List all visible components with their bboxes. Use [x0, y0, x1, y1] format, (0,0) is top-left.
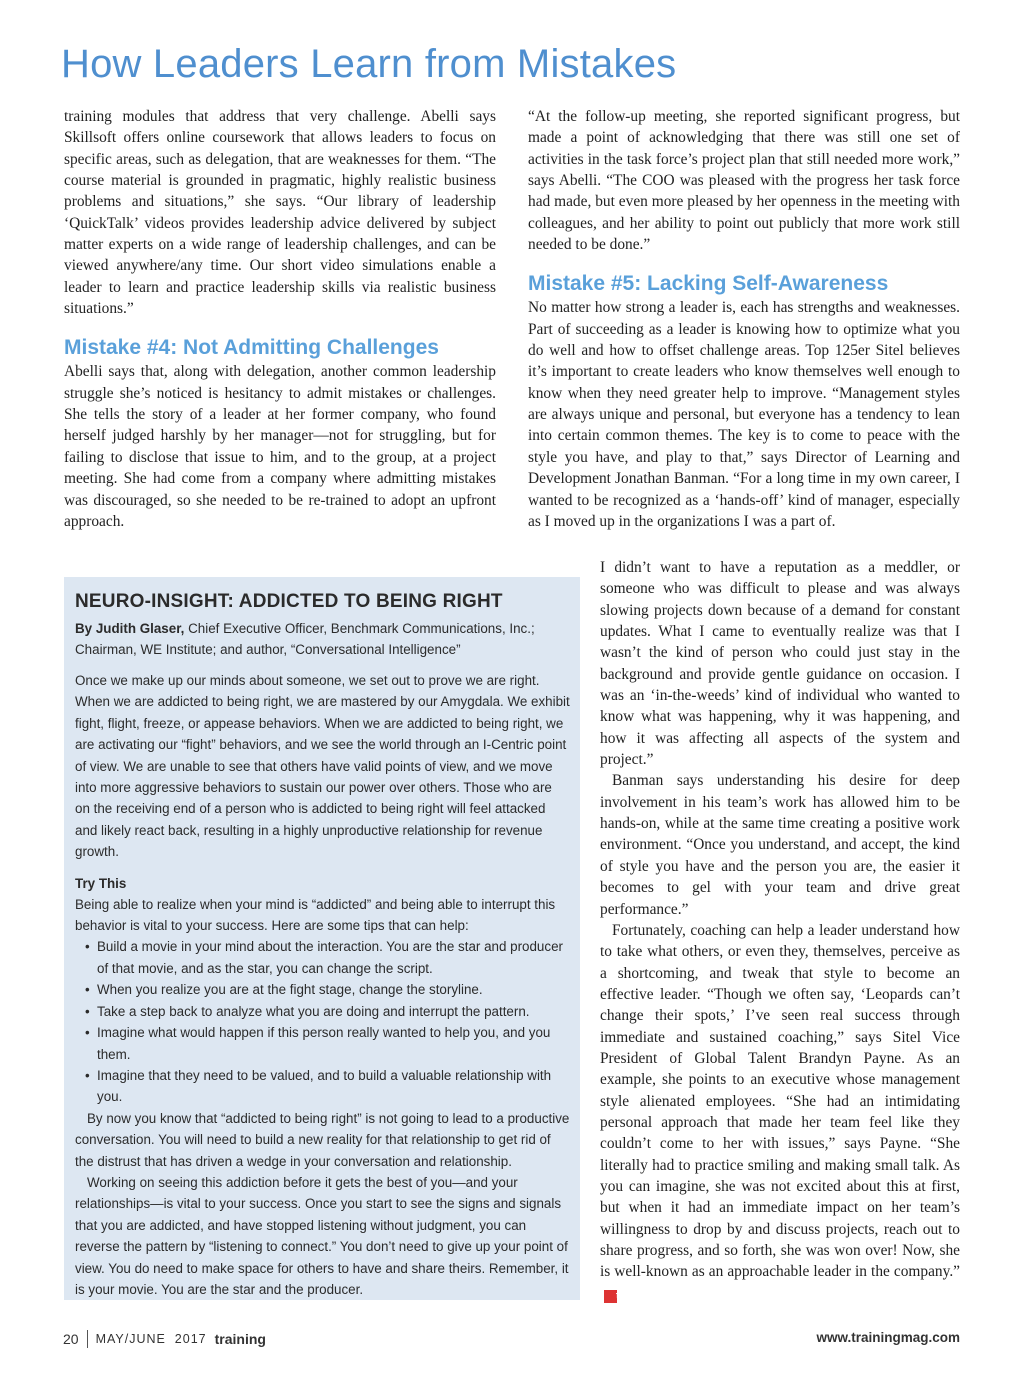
magazine-name: training — [214, 1331, 266, 1347]
paragraph: I didn’t want to have a reputation as a meddler, or someone who was difficult to please and was always slowing projects down because of a demand for constant updates. What I came to eventually realize was that I wasn’t the kind of person who could just stay in the background and provide gentle guidance on occasion. I was an ‘in-the-weeds’ kind of individual who wanted to know what was happening, why it was happening, and how it was affecting all aspects of the system and project.” — [600, 559, 960, 769]
issue-date: MAY/JUNE 2017 — [95, 1332, 207, 1346]
bullet-icon: • — [85, 1067, 90, 1083]
page-number: 20 — [63, 1331, 79, 1347]
sidebar-box — [64, 577, 580, 1300]
try-this-heading: Try This — [75, 875, 127, 891]
bullet-icon: • — [85, 1003, 90, 1019]
footer-url[interactable]: www.trainingmag.com — [816, 1330, 960, 1345]
end-of-article-icon: t — [604, 1290, 617, 1303]
footer-divider — [87, 1330, 88, 1348]
sidebar-paragraph: Once we make up our minds about someone, we set out to prove we are right. When we are addicted to being right, we are mastered by our Amygdala. We exhibit fight, flight, freeze, or appease behaviors. When we are addicted to being right, we are activating our “fight” behaviors, and we see the world through an I-Centric point of view. We are unable to see that others have valid points of view, and we move into more aggressive behaviors to sustain our power over others. Those who are on the receiving end of a person who is addicted to being right will feel attacked and likely react back, resulting in a highly unproductive relationship for revenue growth. — [75, 673, 570, 860]
sidebar-paragraph: Working on seeing this addiction before it gets the best of you—and your relationships—is vital to your success. Once you start to see the signs and signals that you are addicted, and have stopped listening without judgment, you can reverse the pattern by “listening to connect.” You don’t need to give up your point of view. You do need to make space for others to have and share theirs. Remember, it is your movie. You are the star and the producer. — [75, 1174, 569, 1297]
tips-list — [75, 936, 570, 1107]
sidebar-title: NEURO-INSIGHT: ADDICTED TO BEING RIGHT — [75, 591, 503, 612]
left-column — [64, 106, 496, 532]
list-item: • Imagine what would happen if this person really wanted to help you, and you them. — [75, 1022, 570, 1065]
list-item: • Imagine that they need to be valued, and to build a valuable relationship with you. — [75, 1065, 570, 1108]
paragraph: No matter how strong a leader is, each has strengths and weaknesses. Part of succeeding as a leader is knowing how to optimize what you do well and how to offset challenge areas. Top 125er Sitel believes it’s important to create leaders who know themselves well enough to know when they need greater help to improve. “Management styles are always unique and personal, but everyone has a tendency to lean into certain common themes. The key is to come to peace with the style you have, and play to that,” says Director of Learning and Development Jonathan Banman. “For a long time in my own career, I wanted to be recognized as a ‘hands-off’ kind of manager, especially as I moved up in the organizations I was a part of. — [528, 299, 960, 530]
right-column — [528, 106, 960, 532]
sidebar-paragraph: Being able to realize when your mind is “addicted” and being able to interrupt this behavior is vital to your success. Here are some tips that can help: — [75, 896, 556, 934]
byline-details: Chief Executive Officer, Benchmark Communications, Inc.; Chairman, WE Institute; and author, “Conversational Intelligence” — [75, 621, 535, 657]
paragraph-text: Fortunately, coaching can help a leader understand how to take what others, or even they, themselves, perceive as a shortcoming, and tweak that style to become an effective leader. “Though we often say, ‘Leopards can’t change their spots,’ I’ve seen real success through immediate and sustained coaching,” says Sitel Vice President of Global Talent Brandyn Payne. As an example, she points to an executive whose management style alienated employees. “She had an intimidating personal approach that made her team feel like they couldn’t come to her with issues,” says Payne. “She literally had to practice smiling and making small talk. As you can imagine, she was not excited about this at first, but when it had an immediate impact on her team’s willingness to drop by and discuss projects, reach out to share progress, and so forth, she was won over! Now, she is well-known as an approachable leader in the company.” — [600, 921, 960, 1281]
bullet-icon: • — [85, 939, 90, 955]
footer-left — [63, 1330, 266, 1348]
list-item: • Build a movie in your mind about the interaction. You are the star and producer of that movie, and as the star, you can change the script. — [75, 936, 570, 979]
bullet-icon: • — [85, 1025, 90, 1041]
right-column-narrow — [600, 557, 960, 1304]
section-heading-mistake-4: Mistake #4: Not Admitting Challenges — [64, 336, 439, 360]
list-item: • When you realize you are at the fight stage, change the storyline. — [75, 979, 570, 1000]
paragraph — [600, 920, 960, 1304]
section-heading-mistake-5: Mistake #5: Lacking Self-Awareness — [528, 272, 889, 296]
paragraph: training modules that address that very challenge. Abelli says Skillsoft offers online coursework that allows leaders to focus on specific areas, such as delegation, that are weaknesses for them. “The course material is grounded in pragmatic, highly realistic business problems and situations,” she says. “Our library of leadership ‘QuickTalk’ videos provides leadership advice delivered by subject matter experts on a wide range of leadership challenges, and can be viewed anywhere/any time. Our short video simulations enable a leader to learn and practice leadership skills via realistic business situations.” — [64, 108, 496, 318]
sidebar-paragraph: By now you know that “addicted to being right” is not going to lead to a productive conversation. You will need to build a new reality for that relationship to get rid of the distrust that has driven a wedge in your conversation and relationship. — [75, 1110, 570, 1169]
sidebar-byline — [75, 618, 570, 660]
bullet-icon: • — [85, 982, 90, 998]
list-item: • Take a step back to analyze what you are doing and interrupt the pattern. — [75, 1001, 570, 1022]
paragraph: Banman says understanding his desire for deep involvement in his team’s work has allowed him to be hands-on, while at the same time creating a positive work environment. “Once you understand, and accept, the kind of style you have and the person you are, the easier it becomes to gel with your team and drive great performance.” — [600, 772, 960, 918]
paragraph: “At the follow-up meeting, she reported significant progress, but made a point of acknowledging that there was still one set of activities in the task force’s project plan that still needed more work,” says Abelli. “The COO was pleased with the progress her task force had made, but even more pleased by her openness in the meeting with colleagues, and her ability to point out publicly that more work still needed to be done.” — [528, 108, 960, 254]
byline-author: By Judith Glaser, — [75, 621, 185, 636]
page-title: How Leaders Learn from Mistakes — [61, 42, 677, 86]
paragraph: Abelli says that, along with delegation, another common leadership struggle she’s noticed is hesitancy to admit mistakes or challenges. She tells the story of a leader at her former company, who found herself judged harshly by her manager—not for struggling, but for failing to disclose that issue to him, and to the group, at a project meeting. She had come from a company where admitting mistakes was discouraged, so she needed to be re-trained to adopt an upfront approach. — [64, 363, 496, 530]
